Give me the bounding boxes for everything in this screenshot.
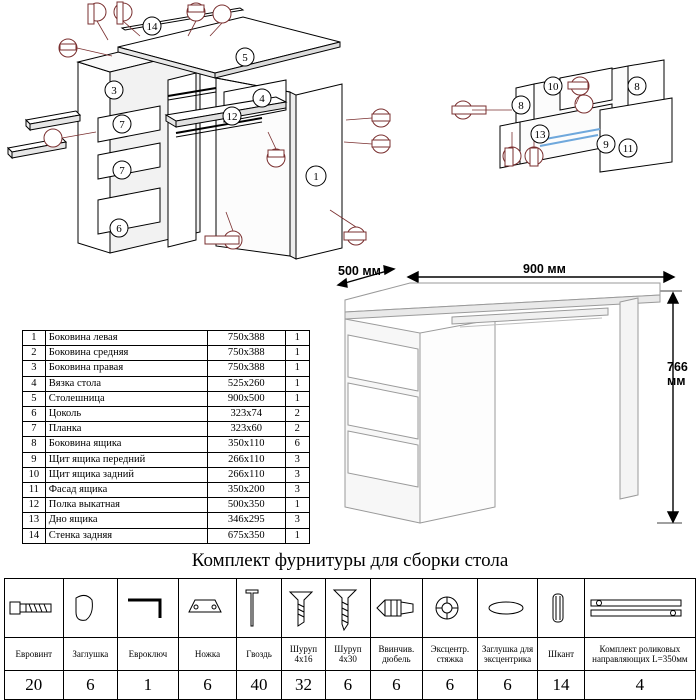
part-qty: 1 — [285, 498, 309, 513]
table-row — [23, 376, 310, 391]
part-size: 750x388 — [208, 331, 285, 346]
part-size: 675x350 — [208, 528, 285, 543]
part-name: Щит ящика передний — [45, 452, 207, 467]
table-row — [23, 452, 310, 467]
part-size: 323x60 — [208, 422, 285, 437]
part-size: 323x74 — [208, 407, 285, 422]
part-qty: 1 — [285, 361, 309, 376]
table-row — [23, 437, 310, 452]
part-number: 7 — [23, 422, 46, 437]
part-qty: 2 — [285, 422, 309, 437]
part-size: 350x110 — [208, 437, 285, 452]
part-number: 1 — [23, 331, 46, 346]
part-size: 346x295 — [208, 513, 285, 528]
svg-text:10: 10 — [547, 81, 559, 93]
svg-text:13: 13 — [534, 129, 546, 141]
part-number: 5 — [23, 391, 46, 406]
part-name: Планка — [45, 422, 207, 437]
hardware-label: Заглушка для эксцентрика — [477, 638, 538, 671]
hardware-qty: 32 — [281, 671, 325, 700]
part-name: Боковина средняя — [45, 346, 207, 361]
part-number: 11 — [23, 483, 46, 498]
table-row — [23, 483, 310, 498]
part-number: 8 — [23, 437, 46, 452]
svg-text:7: 7 — [119, 119, 125, 131]
part-number: 13 — [23, 513, 46, 528]
part-name: Вязка стола — [45, 376, 207, 391]
svg-text:6: 6 — [116, 223, 122, 235]
part-size: 750x388 — [208, 346, 285, 361]
part-qty: 3 — [285, 513, 309, 528]
part-qty: 1 — [285, 528, 309, 543]
dimension-height: 766 мм — [667, 360, 688, 388]
hardware-section-title: Комплект фурнитуры для сборки стола — [191, 550, 509, 571]
part-qty: 2 — [285, 407, 309, 422]
part-size: 525x260 — [208, 376, 285, 391]
part-name: Боковина правая — [45, 361, 207, 376]
hardware-label: Шуруп 4х16 — [281, 638, 325, 671]
part-number: 6 — [23, 407, 46, 422]
hardware-qty: 6 — [63, 671, 118, 700]
part-number: 10 — [23, 467, 46, 482]
table-row — [23, 346, 310, 361]
table-row — [23, 528, 310, 543]
part-size: 266x110 — [208, 467, 285, 482]
hardware-label: Евроключ — [118, 638, 179, 671]
finished-desk-view — [320, 255, 700, 545]
hardware-qty: 6 — [423, 671, 478, 700]
svg-text:8: 8 — [518, 100, 524, 112]
hardware-label: Заглушка — [63, 638, 118, 671]
svg-text:1: 1 — [313, 171, 319, 183]
part-qty: 1 — [285, 376, 309, 391]
svg-text:8: 8 — [634, 81, 640, 93]
screw-4x30-icon — [326, 579, 370, 638]
part-qty: 1 — [285, 346, 309, 361]
svg-text:14: 14 — [146, 21, 158, 33]
cam-lock-icon — [423, 579, 478, 638]
dowel-icon — [538, 579, 584, 638]
nail-icon — [237, 579, 281, 638]
part-name: Боковина ящика — [45, 437, 207, 452]
part-size: 350x200 — [208, 483, 285, 498]
part-size: 750x388 — [208, 361, 285, 376]
part-qty: 3 — [285, 467, 309, 482]
table-row — [23, 407, 310, 422]
hardware-qty: 40 — [237, 671, 281, 700]
hardware-label: Ввинчив. дюбель — [370, 638, 423, 671]
part-qty: 1 — [285, 331, 309, 346]
table-row — [23, 422, 310, 437]
part-name: Щит ящика задний — [45, 467, 207, 482]
part-number: 2 — [23, 346, 46, 361]
hardware-label: Гвоздь — [237, 638, 281, 671]
part-size: 266x110 — [208, 452, 285, 467]
hardware-label: Эксцентр. стяжка — [423, 638, 478, 671]
part-number: 4 — [23, 376, 46, 391]
svg-text:7: 7 — [119, 165, 125, 177]
part-name: Боковина левая — [45, 331, 207, 346]
hardware-qty-row — [5, 671, 696, 700]
part-name: Столешница — [45, 391, 207, 406]
part-number: 9 — [23, 452, 46, 467]
hardware-label: Комплект роликовых направляющих L=350мм — [584, 638, 695, 671]
part-qty: 3 — [285, 452, 309, 467]
part-qty: 1 — [285, 391, 309, 406]
hardware-qty: 1 — [118, 671, 179, 700]
svg-text:4: 4 — [259, 93, 265, 105]
slide-rails-icon — [584, 579, 695, 638]
hardware-qty: 6 — [477, 671, 538, 700]
table-row — [23, 361, 310, 376]
table-row — [23, 331, 310, 346]
part-number: 12 — [23, 498, 46, 513]
foot-pad-icon — [178, 579, 237, 638]
hardware-label: Ножка — [178, 638, 237, 671]
part-number: 14 — [23, 528, 46, 543]
part-qty: 3 — [285, 483, 309, 498]
svg-text:9: 9 — [603, 139, 609, 151]
hardware-qty: 4 — [584, 671, 695, 700]
hardware-label: Евровинт — [5, 638, 64, 671]
part-name: Фасад ящика — [45, 483, 207, 498]
hardware-qty: 20 — [5, 671, 64, 700]
hardware-table — [4, 578, 696, 700]
table-row — [23, 467, 310, 482]
table-row — [23, 391, 310, 406]
part-name: Полка выкатная — [45, 498, 207, 513]
hardware-qty: 6 — [326, 671, 370, 700]
part-number: 3 — [23, 361, 46, 376]
hex-key-icon — [118, 579, 179, 638]
part-name: Цоколь — [45, 407, 207, 422]
part-size: 500x350 — [208, 498, 285, 513]
svg-text:11: 11 — [622, 143, 634, 155]
exploded-view-diagram — [0, 0, 700, 270]
dimension-width: 900 мм — [523, 262, 566, 276]
part-size: 900x500 — [208, 391, 285, 406]
table-row — [23, 498, 310, 513]
svg-text:5: 5 — [242, 52, 248, 64]
hardware-icon-row — [5, 579, 696, 638]
screw-4x16-icon — [281, 579, 325, 638]
part-qty: 6 — [285, 437, 309, 452]
hardware-qty: 14 — [538, 671, 584, 700]
table-row — [23, 513, 310, 528]
euro-screw-icon — [5, 579, 64, 638]
screw-in-dowel-icon — [370, 579, 423, 638]
part-name: Стенка задняя — [45, 528, 207, 543]
cam-cover-icon — [477, 579, 538, 638]
dimension-depth: 500 мм — [338, 264, 381, 278]
part-name: Дно ящика — [45, 513, 207, 528]
svg-text:12: 12 — [226, 111, 238, 123]
hardware-qty: 6 — [370, 671, 423, 700]
hardware-label-row — [5, 638, 696, 671]
cap-cover-icon — [63, 579, 118, 638]
hardware-qty: 6 — [178, 671, 237, 700]
svg-text:3: 3 — [111, 85, 117, 97]
parts-table — [22, 330, 310, 544]
hardware-label: Шуруп 4х30 — [326, 638, 370, 671]
hardware-label: Шкант — [538, 638, 584, 671]
